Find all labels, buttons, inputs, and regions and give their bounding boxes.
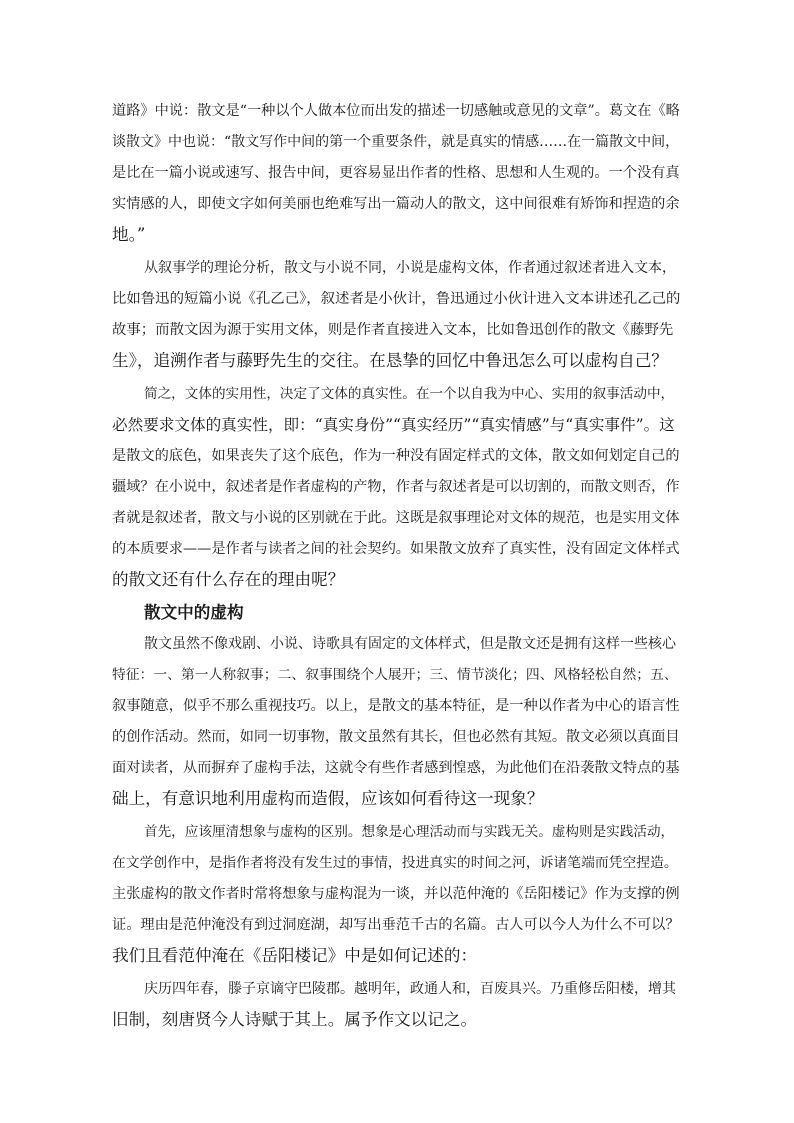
text-line: 首先，应该厘清想象与虚构的区别。想象是心理活动而与实践无关。虚构则是实践活动， (144, 824, 675, 840)
text-line: 础上，有意识地利用虚构而造假，应该如何看待这一现象？ (112, 789, 544, 808)
text-line: 实情感的人，即使文字如何美丽也绝难写出一篇动人的散文，这中间很难有矫饰和捏造的余 (112, 196, 680, 212)
text-line: 是散文的底色，如果丧失了这个底色，作为一种没有固定样式的文体，散文如何划定自己的 (112, 448, 680, 464)
text-line: 生》，追溯作者与藤野先生的交往。在恳挚的回忆中鲁迅怎么可以虚构自己？ (112, 351, 668, 370)
text-line: 比如鲁迅的短篇小说《孔乙己》，叙述者是小伙计，鲁迅通过小伙计进入文本讲述孔乙己的 (112, 291, 681, 307)
text-line: 谈散文》中也说：“散文写作中间的第一个重要条件，就是真实的情感……在一篇散文中间， (112, 134, 680, 150)
text-line: 道路》中说：散文是“一种以个人做本位而出发的描述一切感触或意见的文章”。葛文在《略 (112, 103, 680, 119)
text-line: 故事；而散文因为源于实用文体，则是作者直接进入文本，比如鲁迅创作的散文《藤野先 (112, 322, 674, 338)
text-line: 简之，文体的实用性，决定了文体的真实性。在一个以自我为中心、实用的叙事活动中， (144, 386, 675, 402)
text-line: 散文虽然不像戏剧、小说、诗歌具有固定的文体样式，但是散文还是拥有这样一些核心 (144, 636, 676, 652)
text-line: 者就是叙述者，散文与小说的区别就在于此。这既是叙事理论对文体的规范，也是实用文体 (112, 510, 680, 526)
text-line: 我们且看范仲淹在《岳阳楼记》中是如何记述的： (112, 946, 478, 965)
quote-line: 旧制，刻唐贤今人诗赋于其上。属予作文以记之。 (112, 1010, 478, 1029)
text-line: 证。理由是范仲淹没有到过洞庭湖，却写出垂范千古的名篇。古人可以今人为什么不可以？ (112, 917, 680, 933)
text-line: 面对读者，从而摒弃了虚构手法，这就令有些作者感到惶惑，为此他们在沿袭散文特点的基 (112, 760, 680, 776)
text-line: 叙事随意，似乎不那么重视技巧。以上，是散文的基本特征，是一种以作者为中心的语言性 (112, 698, 680, 714)
text-line: 必然要求文体的真实性，即：“真实身份”“真实经历”“真实情感”与“真实事件”。这 (112, 416, 675, 434)
text-line: 是比在一篇小说或速写、报告中间，更容易显出作者的性格、思想和人生观的。一个没有真 (112, 165, 680, 181)
text-line: 地。” (112, 225, 146, 244)
section-heading: 散文中的虚构 (144, 602, 244, 622)
text-line: 的创作活动。然而，如同一切事物，散文虽然有其长，但也必然有其短。散文必须以真面目 (112, 729, 680, 745)
text-line: 的本质要求——是作者与读者之间的社会契约。如果散文放弃了真实性，没有固定文体样式 (112, 541, 680, 557)
text-line: 从叙事学的理论分析，散文与小说不同，小说是虚构文体，作者通过叙述者进入文本， (144, 260, 676, 276)
text-line: 的散文还有什么存在的理由呢？ (112, 570, 345, 589)
text-line: 特征：一、第一人称叙事；二、叙事围绕个人展开；三、情节淡化；四、风格轻松自然；五、 (112, 667, 678, 683)
text-line: 在文学创作中，是指作者将没有发生过的事情，投进真实的时间之河，诉诸笔端而凭空捏造。 (112, 855, 678, 871)
text-line: 主张虚构的散文作者时常将想象与虚构混为一谈，并以范仲淹的《岳阳楼记》作为支撑的例 (112, 886, 680, 902)
text-line: 疆域？在小说中，叙述者是作者虚构的产物，作者与叙述者是可以切割的，而散文则否，作 (112, 479, 680, 495)
quote-line: 庆历四年春，滕子京谪守巴陵郡。越明年，政通人和，百废具兴。乃重修岳阳楼，增其 (144, 981, 676, 997)
